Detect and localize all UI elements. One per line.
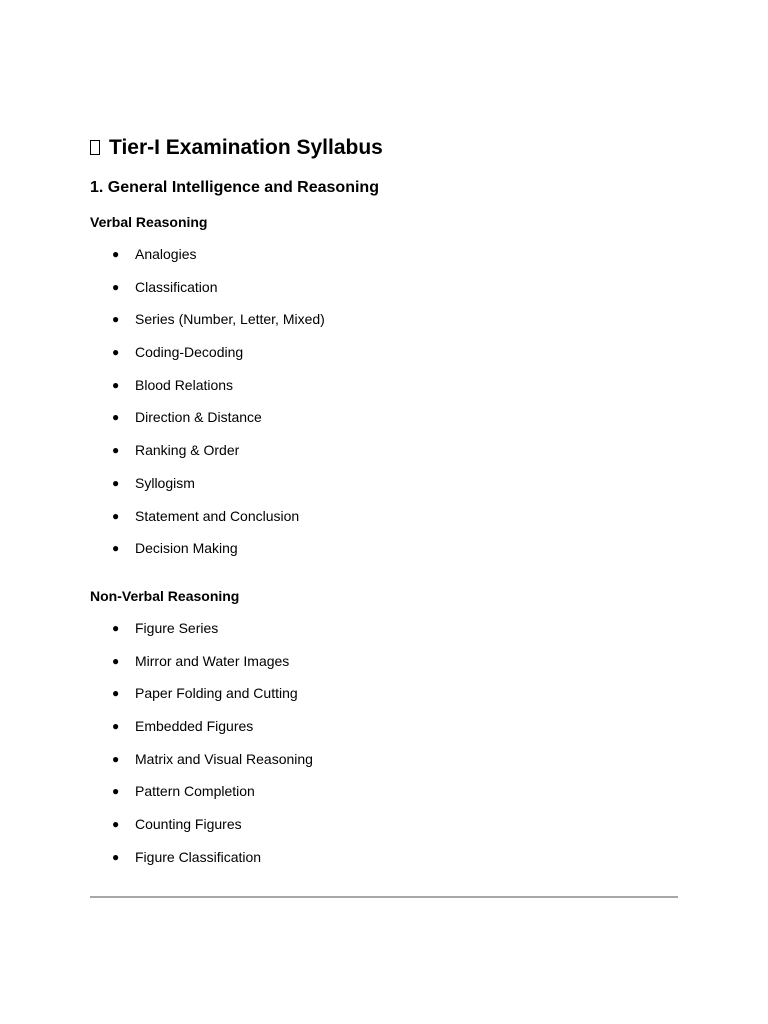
bullet-icon: ● (112, 719, 120, 734)
list-item-text: Paper Folding and Cutting (135, 685, 298, 702)
list-item-text: Syllogism (135, 474, 195, 491)
list-item-text: Statement and Conclusion (135, 507, 300, 524)
bullet-icon: ● (112, 751, 120, 766)
page-title-text: Tier-I Examination Syllabus (109, 136, 383, 159)
section-heading: 1. General Intelligence and Reasoning (90, 179, 379, 196)
list-item-text: Ranking & Order (135, 442, 240, 459)
list-item-text: Mirror and Water Images (135, 652, 290, 669)
bullet-icon: ● (112, 410, 120, 425)
bullet-icon: ● (112, 508, 120, 523)
bullet-icon: ● (112, 817, 120, 832)
bullet-icon: ● (112, 784, 120, 799)
list-item-text: Direction & Distance (135, 409, 262, 426)
bullet-icon: ● (112, 312, 120, 327)
list-item-text: Classification (135, 278, 218, 295)
bullet-icon: ● (112, 279, 120, 294)
list-item-text: Analogies (135, 246, 197, 262)
list-item-text: Blood Relations (135, 376, 234, 393)
missing-glyph-box-icon (90, 140, 100, 155)
bullet-icon: ● (112, 686, 120, 701)
bullet-icon: ● (112, 345, 120, 360)
verbal-reasoning-heading: Verbal Reasoning (90, 214, 208, 230)
bullet-icon: ● (112, 621, 120, 635)
horizontal-divider (90, 896, 678, 898)
page-title (90, 134, 383, 162)
list-item-text: Embedded Figures (135, 718, 254, 735)
non-verbal-reasoning-heading: Non-Verbal Reasoning (90, 588, 240, 604)
list-item-text: Pattern Completion (135, 783, 255, 800)
list-item-text: Decision Making (135, 540, 238, 557)
list-item-text: Figure Series (135, 620, 219, 636)
list-item-text: Matrix and Visual Reasoning (135, 750, 313, 767)
bullet-icon: ● (112, 849, 120, 864)
bullet-icon: ● (112, 247, 120, 261)
list-item-text: Figure Classification (135, 848, 262, 865)
bullet-icon: ● (112, 443, 120, 458)
bullet-icon: ● (112, 541, 120, 556)
list-item-text: Series (Number, Letter, Mixed) (135, 311, 325, 328)
bullet-icon: ● (112, 653, 120, 668)
bullet-icon: ● (112, 377, 120, 392)
bullet-icon: ● (112, 475, 120, 490)
list-item-text: Counting Figures (135, 816, 242, 833)
list-item-text: Coding-Decoding (135, 344, 244, 361)
